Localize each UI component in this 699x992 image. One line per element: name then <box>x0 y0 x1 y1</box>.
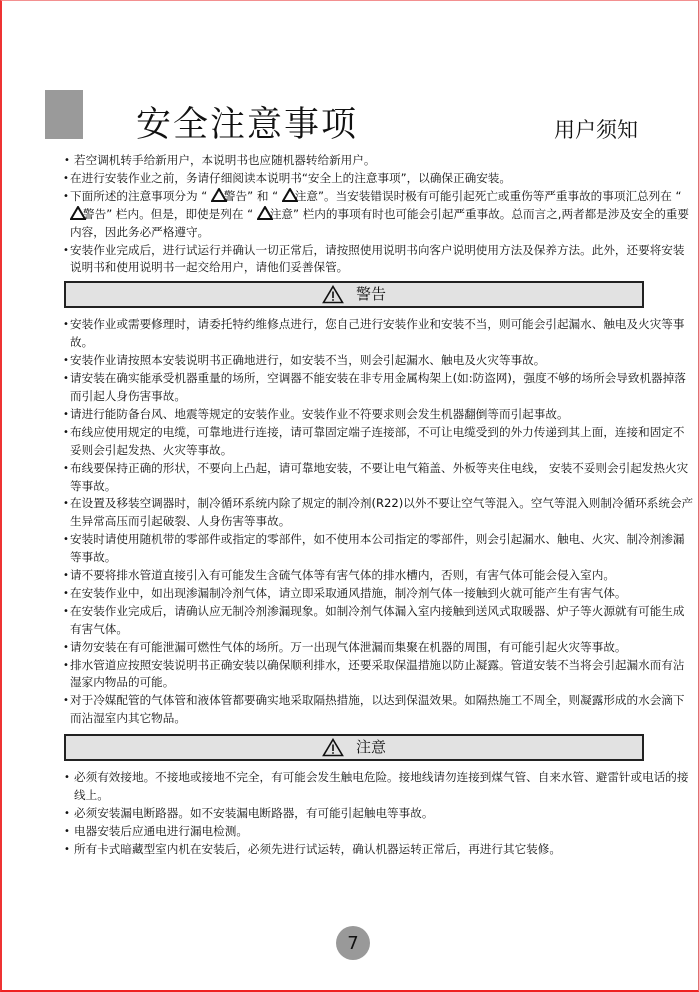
warn-label-inline: 警告 <box>83 206 107 221</box>
list-item: • 布线要保持正确的形状，不要向上凸起，请可靠地安装，不要让电气箱盖、外板等夹住电线， 安装不妥则会引起发热火灾等事故。 <box>64 460 696 496</box>
list-item: • 请安装在确实能承受机器重量的场所，空调器不能安装在非专用金属构架上(如:防盗网)，强度不够的场所会导致机器掉落而引起人身伤害事故。 <box>64 370 696 406</box>
caution-list <box>64 769 696 859</box>
text-segment: ” 和 “ <box>247 188 282 203</box>
page-number: 7 <box>336 926 370 960</box>
text-segment: 下面所述的注意事项分为 “ <box>70 188 211 203</box>
caution-banner <box>64 734 644 761</box>
text-segment: ”。当安装错误时极有可能引起死亡或重伤等严重事故的事项汇总列在 “ <box>318 188 682 203</box>
caution-label-inline: 注意 <box>269 206 294 221</box>
list-item: • 电器安装后应通电进行漏电检测。 <box>64 823 696 841</box>
intro-item: • 若空调机转手给新用户，本说明书也应随机器转给新用户。 <box>64 152 696 170</box>
list-item: • 请不要将排水管道直接引入有可能发生含硫气体等有害气体的排水槽内，否则，有害气体可能会侵入室内。 <box>64 567 696 585</box>
title-block-decoration <box>45 90 83 139</box>
content <box>64 152 696 859</box>
list-item: • 必须安装漏电断路器。如不安装漏电断路器，有可能引起触电等事故。 <box>64 805 696 823</box>
list-item: • 请进行能防备台风、地震等规定的安装作业。安装作业不符要求则会发生机器翻倒等而引起事故。 <box>64 406 696 424</box>
warning-list <box>64 316 696 728</box>
page-subtitle: 用户须知 <box>554 118 638 142</box>
text-segment: ” 栏内的事项有时也可能会引起严重事故。总而言之,两者都是涉及安全的重要内容，因此务必严格遵守。 <box>70 206 689 239</box>
warn-label-inline: 警告 <box>223 188 248 203</box>
list-item: • 必须有效接地。不接地或接地不完全，有可能会发生触电危险。接地线请勿连接到煤气管、自来水管、避雷针或电话的接线上。 <box>64 769 696 805</box>
list-item: • 在安装作业中，如出现渗漏制冷剂气体，请立即采取通风措施，制冷剂气体一接触到火就可能产生有害气体。 <box>64 585 696 603</box>
text-segment: ” 栏内。但是，即使是列在 “ <box>106 206 257 221</box>
intro-item: • 在进行安装作业之前，务请仔细阅读本说明书“安全上的注意事项”，以确保正确安装。 <box>64 170 696 188</box>
intro-item <box>64 188 696 242</box>
warning-banner-label: 警告 <box>355 284 386 303</box>
list-item: • 安装时请使用随机带的零部件或指定的零部件，如不使用本公司指定的零部件，则会引起漏水、触电、火灾、制冷剂渗漏等事故。 <box>64 531 696 567</box>
caution-label-inline: 注意 <box>294 188 318 203</box>
page-title: 安全注意事项 <box>136 105 359 145</box>
warning-banner <box>64 281 644 308</box>
list-item: • 请勿安装在有可能泄漏可燃性气体的场所。万一出现气体泄漏而集聚在机器的周围，有可能引起火灾等事故。 <box>64 639 696 657</box>
list-item: • 安装作业请按照本安装说明书正确地进行，如安装不当，则会引起漏水、触电及火灾等事故。 <box>64 352 696 370</box>
intro-item: • 安装作业完成后，进行试运行并确认一切正常后，请按照使用说明书向客户说明使用方法及保养方法。此外，还要将安装说明书和使用说明书一起交给用户，请他们妥善保管。 <box>64 242 696 278</box>
list-item: • 安装作业或需要修理时，请委托特约维修点进行，您自己进行安装作业和安装不当，则可能会引起漏水、触电及火灾等事故。 <box>64 316 696 352</box>
warning-triangle-icon <box>322 285 344 304</box>
list-item: • 排水管道应按照安装说明书正确安装以确保顺利排水，还要采取保温措施以防止凝露。管道安装不当将会引起漏水而有沾湿家内物品的可能。 <box>64 657 696 693</box>
warning-triangle-icon <box>322 738 344 757</box>
list-item: • 在安装作业完成后，请确认应无制冷剂渗漏现象。如制冷剂气体漏入室内接触到送风式取暖器、炉子等火源就有可能生成有害气体。 <box>64 603 696 639</box>
caution-banner-label: 注意 <box>355 737 386 756</box>
list-item: • 布线应使用规定的电缆，可靠地进行连接，请可靠固定端子连接部，不可让电缆受到的外力传递到其上面，连接和固定不妥则会引起发热、火灾等事故。 <box>64 424 696 460</box>
list-item: • 对于冷媒配管的气体管和液体管都要确实地采取隔热措施，以达到保温效果。如隔热施工不周全，则凝露形成的水会滴下而沾湿室内其它物品。 <box>64 692 696 728</box>
list-item: • 在设置及移装空调器时，制冷循环系统内除了规定的制冷剂(R22)以外不要让空气等混入。空气等混入则制冷循环系统会产生异常高压而引起破裂、人身伤害等事故。 <box>64 495 696 531</box>
list-item: • 所有卡式暗藏型室内机在安装后，必须先进行试运转，确认机器运转正常后，再进行其它装修。 <box>64 841 696 859</box>
